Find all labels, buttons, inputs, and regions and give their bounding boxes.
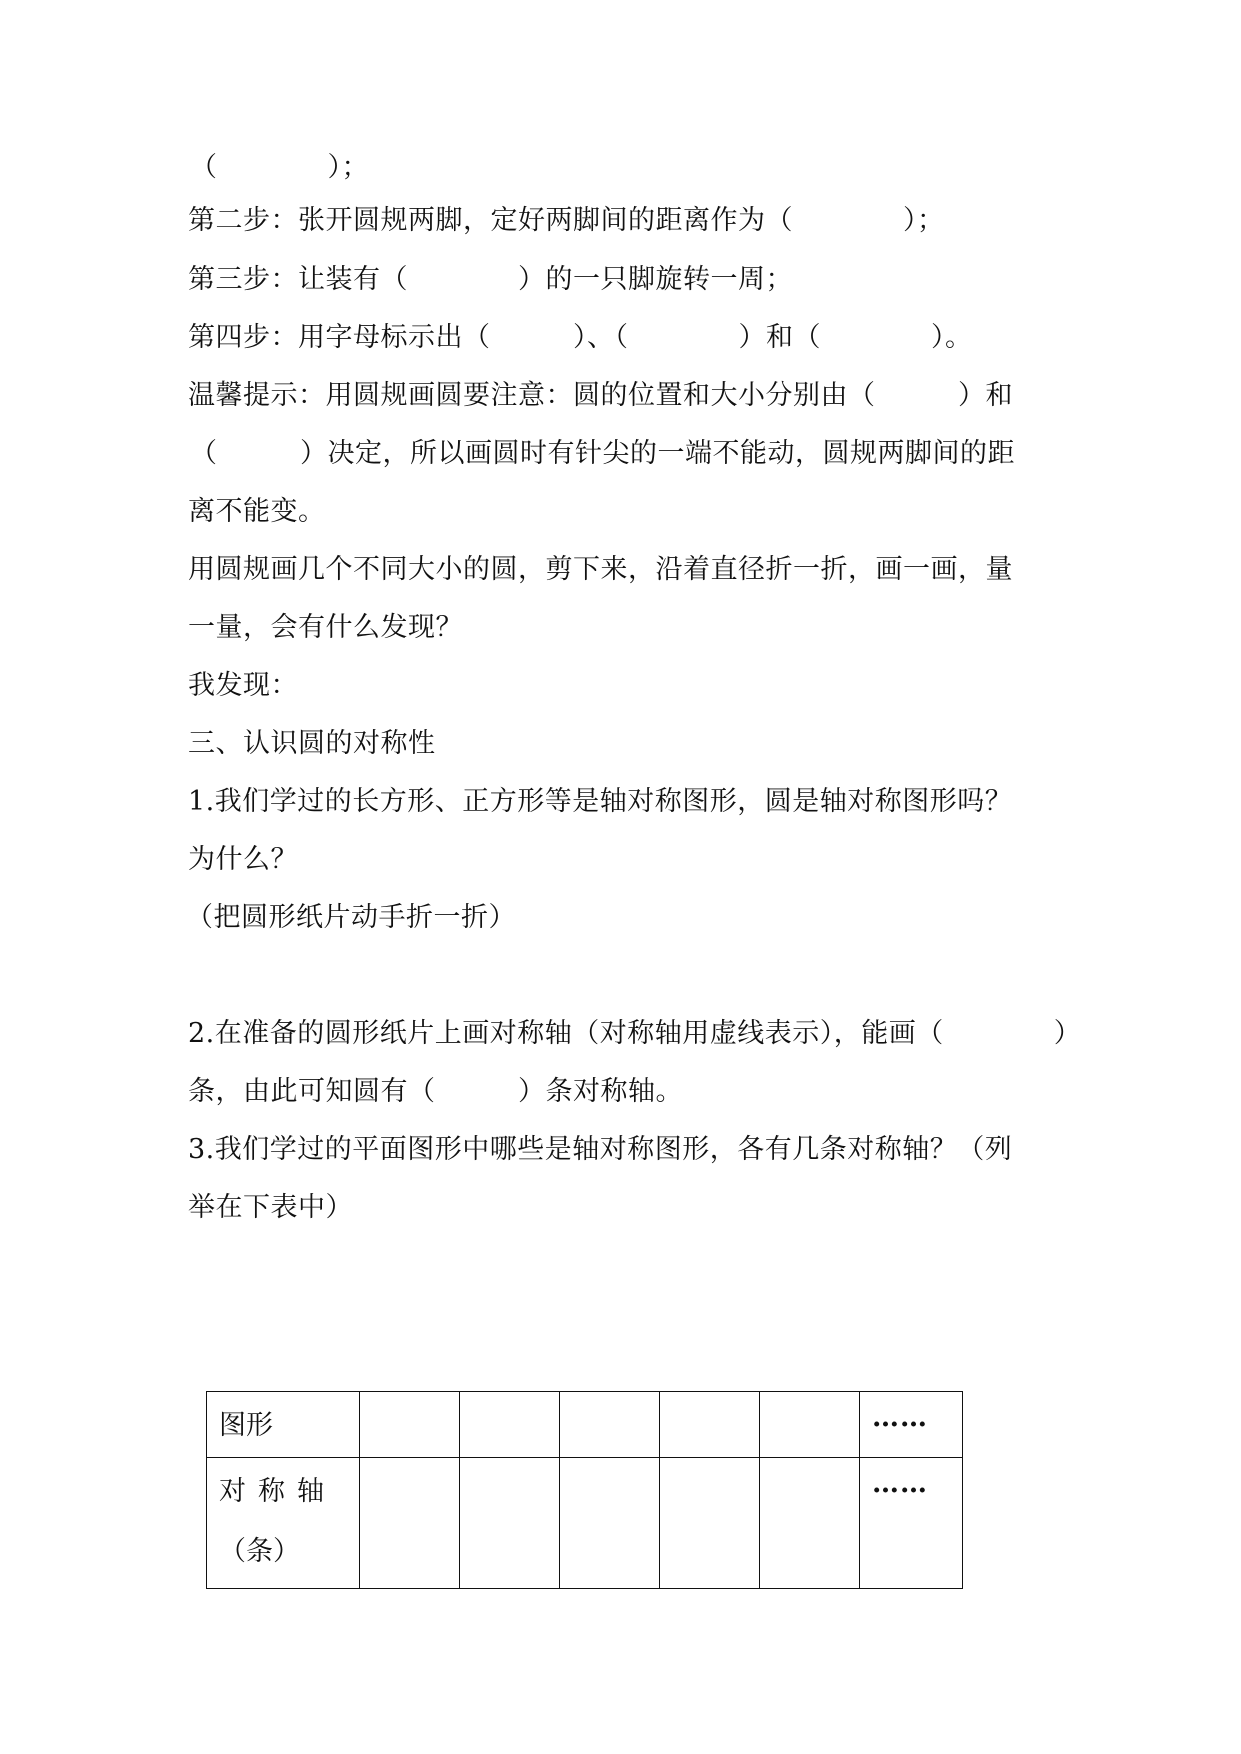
- symmetry-table: [206, 1391, 963, 1589]
- question-one-line-1: 1.我们学过的长方形、正方形等是轴对称图形，圆是轴对称图形吗？: [188, 786, 1013, 817]
- ellipsis-cell: [860, 1392, 963, 1458]
- blank-cell[interactable]: [560, 1392, 660, 1458]
- question-three-line-1: 3.我们学过的平面图形中哪些是轴对称图形，各有几条对称轴？（列: [188, 1134, 1013, 1165]
- blank-cell[interactable]: [360, 1458, 460, 1589]
- step-one-blank: （ ）；: [190, 152, 369, 183]
- axis-count-header: 对称轴: [219, 1476, 336, 1507]
- section-three-heading: 三、认识圆的对称性: [188, 728, 436, 759]
- ellipsis-cell: [860, 1458, 963, 1589]
- blank-cell[interactable]: [760, 1392, 860, 1458]
- blank-cell[interactable]: [560, 1458, 660, 1589]
- step-two: 第二步：张开圆规两脚，定好两脚间的距离作为（ ）；: [188, 205, 945, 236]
- tip-line-1: 温馨提示：用圆规画圆要注意：圆的位置和大小分别由（ ）和: [188, 380, 1013, 411]
- discovery-label: 我发现：: [188, 670, 298, 701]
- tip-line-3: 离不能变。: [188, 496, 326, 527]
- step-three: 第三步：让装有（ ）的一只脚旋转一周；: [188, 264, 793, 295]
- blank-cell[interactable]: [760, 1458, 860, 1589]
- ellipsis: ……: [872, 1402, 928, 1433]
- question-one-line-2: 为什么？: [188, 844, 298, 875]
- blank-cell[interactable]: [460, 1458, 560, 1589]
- blank-cell[interactable]: [460, 1392, 560, 1458]
- activity-line-1: 用圆规画几个不同大小的圆，剪下来，沿着直径折一折，画一画，量: [188, 554, 1013, 585]
- shape-header: 图形: [219, 1410, 273, 1441]
- blank-cell[interactable]: [660, 1458, 760, 1589]
- question-two-line-2: 条，由此可知圆有（ ）条对称轴。: [188, 1076, 683, 1107]
- table-row: [207, 1392, 963, 1458]
- blank-cell[interactable]: [360, 1392, 460, 1458]
- blank-cell[interactable]: [660, 1392, 760, 1458]
- tip-line-2: （ ）决定，所以画圆时有针尖的一端不能动，圆规两脚间的距: [190, 438, 1015, 469]
- step-four: 第四步：用字母标示出（ ）、（ ）和（ ）。: [188, 322, 973, 353]
- shape-header-cell: [207, 1392, 360, 1458]
- ellipsis: ……: [872, 1468, 928, 1499]
- axis-count-unit: （条）: [219, 1536, 300, 1567]
- question-two-line-1: 2.在准备的圆形纸片上画对称轴（对称轴用虚线表示），能画（ ）: [188, 1018, 1082, 1049]
- activity-line-2: 一量，会有什么发现？: [188, 612, 463, 643]
- question-three-line-2: 举在下表中）: [188, 1192, 353, 1223]
- question-one-hint: （把圆形纸片动手折一折）: [186, 902, 516, 933]
- table-row: [207, 1458, 963, 1589]
- axis-count-header-cell: [207, 1458, 360, 1589]
